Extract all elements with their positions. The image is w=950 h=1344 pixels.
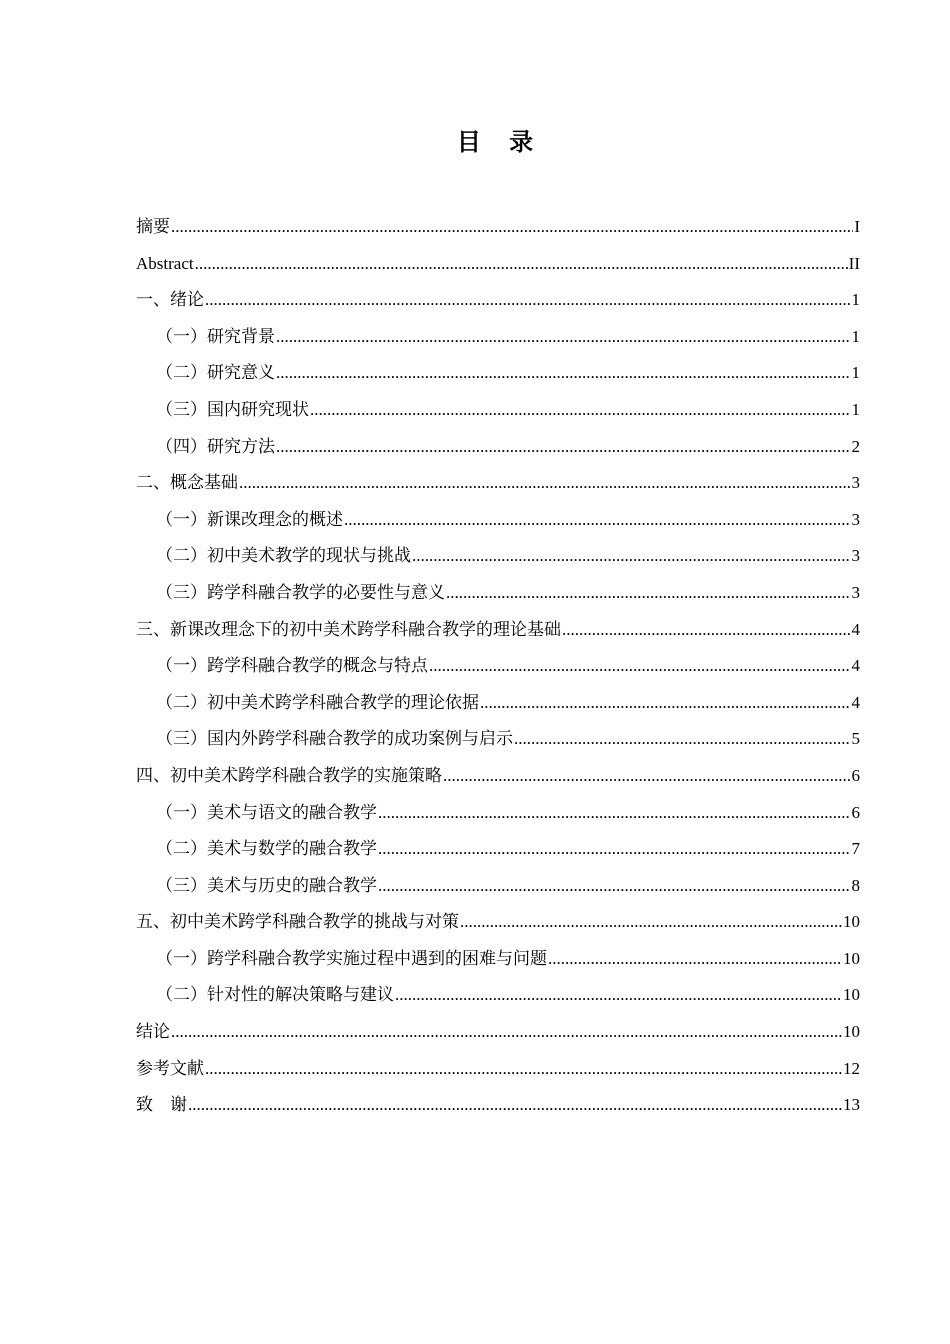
dot-leader (276, 319, 851, 355)
dot-leader (514, 721, 851, 757)
toc-entry-label: （一）跨学科融合教学的概念与特点 (156, 656, 428, 676)
toc-entry-page-number: 1 (851, 290, 860, 310)
toc-entry-page-number: 7 (851, 839, 860, 859)
toc-entry-label: 摘要 (136, 217, 170, 236)
toc-entry-label: （二）研究意义 (156, 363, 275, 383)
dot-leader (276, 429, 851, 465)
toc-entry-page-number: 2 (851, 436, 860, 456)
toc-entry[interactable] (136, 941, 860, 978)
toc-entry-label: （一）跨学科融合教学实施过程中遇到的困难与问题 (156, 948, 547, 968)
toc-entry-label: 致 谢 (136, 1095, 187, 1115)
toc-entry[interactable] (136, 648, 860, 685)
dot-leader (446, 575, 851, 611)
toc-entry-label: 二、概念基础 (136, 473, 238, 493)
toc-entry[interactable] (136, 1051, 860, 1088)
toc-entry-label: 三、新课改理念下的初中美术跨学科融合教学的理论基础 (136, 619, 561, 639)
toc-entry-label: （二）初中美术跨学科融合教学的理论依据 (156, 692, 479, 712)
toc-entry-label: 五、初中美术跨学科融合教学的挑战与对策 (136, 912, 459, 932)
toc-entry-page-number: 4 (851, 656, 860, 676)
toc-entry-label: （二）初中美术教学的现状与挑战 (156, 546, 411, 566)
toc-entry-page-number: 1 (851, 326, 860, 346)
toc-entry-page-number: 3 (851, 582, 860, 602)
toc-entry[interactable] (136, 538, 860, 575)
toc-entry-page-number: 10 (843, 985, 860, 1005)
toc-entry[interactable] (136, 904, 860, 941)
toc-entry-page-number: 10 (843, 948, 860, 968)
toc-entry[interactable] (136, 355, 860, 392)
toc-entry-page-number: 4 (851, 619, 860, 639)
dot-leader (239, 465, 851, 501)
dot-leader (205, 1051, 842, 1087)
toc-entry-page-number: 6 (851, 765, 860, 785)
toc-entry-page-number: 12 (843, 1058, 860, 1078)
toc-entry-label: （三）跨学科融合教学的必要性与意义 (156, 582, 445, 602)
toc-entry-label: （二）针对性的解决策略与建议 (156, 985, 394, 1005)
toc-entry[interactable] (136, 795, 860, 832)
dot-leader (188, 1087, 842, 1123)
dot-leader (443, 758, 851, 794)
dot-leader (171, 1014, 842, 1050)
toc-entry[interactable] (136, 721, 860, 758)
dot-leader (378, 795, 851, 831)
dot-leader (205, 282, 851, 318)
toc-entry[interactable] (136, 502, 860, 539)
toc-entry-label: Abstract (136, 253, 194, 273)
toc-entry[interactable] (136, 1087, 860, 1124)
toc-entry[interactable] (136, 575, 860, 612)
dot-leader (395, 977, 842, 1013)
toc-entry-label: 参考文献 (136, 1058, 204, 1078)
toc-entry-label: （三）国内研究现状 (156, 399, 309, 419)
toc-list (136, 209, 860, 1124)
toc-entry-label: （一）美术与语文的融合教学 (156, 802, 377, 822)
toc-entry-page-number: 10 (843, 912, 860, 932)
dot-leader (460, 904, 842, 940)
toc-entry-page-number: I (854, 217, 860, 236)
toc-entry-page-number: 10 (843, 1022, 860, 1042)
dot-leader (276, 355, 851, 391)
toc-entry-page-number: 5 (851, 729, 860, 749)
toc-entry[interactable] (136, 246, 860, 283)
toc-entry[interactable] (136, 465, 860, 502)
toc-title: 目 录 (456, 128, 544, 156)
toc-entry-page-number: 3 (851, 473, 860, 493)
toc-entry[interactable] (136, 429, 860, 466)
toc-entry[interactable] (136, 612, 860, 649)
toc-entry[interactable] (136, 392, 860, 429)
toc-entry[interactable] (136, 209, 860, 246)
toc-entry-label: （一）研究背景 (156, 326, 275, 346)
toc-entry[interactable] (136, 868, 860, 905)
dot-leader (412, 538, 851, 574)
toc-entry-page-number: II (848, 253, 860, 273)
toc-entry-label: （三）国内外跨学科融合教学的成功案例与启示 (156, 729, 513, 749)
dot-leader (480, 685, 851, 721)
dot-leader (171, 209, 853, 245)
toc-entry[interactable] (136, 977, 860, 1014)
toc-entry[interactable] (136, 758, 860, 795)
toc-entry[interactable] (136, 685, 860, 722)
dot-leader (344, 502, 851, 538)
toc-entry-label: （三）美术与历史的融合教学 (156, 875, 377, 895)
toc-entry-page-number: 1 (851, 363, 860, 383)
toc-entry[interactable] (136, 831, 860, 868)
toc-entry-page-number: 8 (851, 875, 860, 895)
dot-leader (378, 868, 851, 904)
dot-leader (548, 941, 842, 977)
dot-leader (562, 612, 851, 648)
toc-entry-page-number: 13 (843, 1095, 860, 1115)
toc-entry-page-number: 3 (851, 509, 860, 529)
toc-entry-label: （四）研究方法 (156, 436, 275, 456)
toc-entry-page-number: 1 (851, 399, 860, 419)
toc-entry[interactable] (136, 282, 860, 319)
toc-entry[interactable] (136, 1014, 860, 1051)
toc-entry-page-number: 4 (851, 692, 860, 712)
toc-entry-page-number: 6 (851, 802, 860, 822)
toc-entry-label: （一）新课改理念的概述 (156, 509, 343, 529)
dot-leader (378, 831, 851, 867)
toc-entry-label: 结论 (136, 1022, 170, 1042)
dot-leader (429, 648, 851, 684)
dot-leader (310, 392, 851, 428)
toc-entry-label: （二）美术与数学的融合教学 (156, 839, 377, 859)
toc-entry-label: 一、绪论 (136, 290, 204, 310)
dot-leader (195, 246, 848, 282)
toc-entry-label: 四、初中美术跨学科融合教学的实施策略 (136, 765, 442, 785)
toc-entry[interactable] (136, 319, 860, 356)
toc-entry-page-number: 3 (851, 546, 860, 566)
